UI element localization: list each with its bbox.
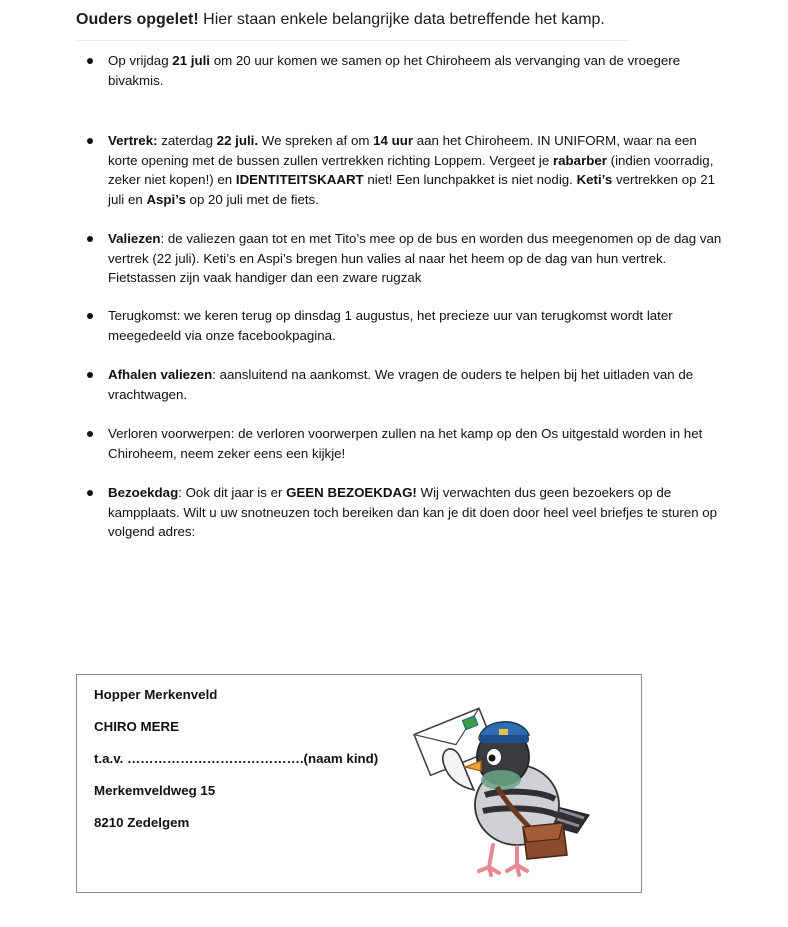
bold-text: Valiezen [108,231,161,246]
text-fragment: vertrekken op 21 juli en [108,172,716,207]
bold-text: GEEN BEZOEKDAG! [286,485,417,500]
heading-divider [76,40,630,41]
bold-text: rabarber [552,152,607,168]
text-fragment: (indien voorradig, zeker niet kopen!) en [108,152,714,187]
bold-text: Afhalen valiezen [108,367,213,382]
text-fragment: zaterdag [157,133,217,148]
text-fragment: niet! Een lunchpakket is niet nodig. [363,172,577,187]
bold-text: 22 juli. [216,133,259,148]
text-fragment: Terugkomst: we keren terug op dinsdag 1 augustus, het precieze uur van terugkomst wordt later meegedeeld via onze facebookpagina. [108,308,673,343]
text-fragment: Verloren voorwerpen: de verloren voorwerpen zullen na het kamp op den Os uitgestald worden in het Chiroheem, neem zeker eens een kijkje! [108,426,703,461]
text-fragment: aan het Chiroheem. IN UNIFORM, waar na een korte opening met de bussen zullen vertrekken richting Loppem. Vergeet je [108,133,697,168]
address-attention: t.a.v. ………………………………….(naam kind) [94,751,379,766]
address-organisation: CHIRO MERE [94,719,179,734]
bold-text: 14 uur [373,133,414,148]
bold-text: Keti’s [576,172,613,187]
bullet-vertrek [108,131,723,209]
bullet-bivakmis [108,51,723,90]
heading-bold: Ouders opgelet! [76,11,199,28]
bullet-valiezen [108,229,723,288]
postman-pigeon-illustration [399,695,609,885]
bold-text: 21 juli [172,53,210,68]
bullet-afhalen-valiezen [108,365,723,404]
bold-text: IDENTITEITSKAART [235,172,364,187]
text-fragment: om 20 uur komen we samen op het Chiroheem als vervanging van de vroegere bivakmis. [108,53,681,88]
heading-text: Hier staan enkele belangrijke data betreffende het kamp. [198,11,605,28]
address-name: Hopper Merkenveld [94,687,218,702]
text-fragment: We spreken af om [258,133,374,148]
text-fragment: : aansluitend na aankomst. We vragen de ouders te helpen bij het uitladen van de vrachtwagen. [108,367,694,402]
bullet-bezoekdag [108,483,723,542]
address-box [76,674,642,893]
page-heading [76,9,716,31]
bold-text: Aspi’s [146,191,186,207]
address-street: Merkemveldweg 15 [94,783,216,798]
address-city: 8210 Zedelgem [94,815,190,830]
text-fragment: : Ook dit jaar is er [178,485,287,500]
text-fragment: Op vrijdag [108,53,173,68]
mailbag-icon [523,823,567,859]
text-fragment: Wij verwachten dus geen bezoekers op de kampplaats. Wilt u uw snotneuzen toch bereiken dan kan je dit doen door heel veel briefjes te sturen op volgend adres: [108,485,718,539]
text-fragment: : de valiezen gaan tot en met Tito’s mee op de bus en worden dus meegenomen op de dag van vertrek (22 juli). Keti’s en Aspi’s bregen hun valies al naar het heem op de dag van hun vertrek. Fietstassen zijn vaak handiger dan een zware rugzak [108,231,722,285]
bullet-terugkomst [108,306,723,345]
bold-text: Vertrek: [108,133,158,148]
bold-text: Bezoekdag [108,485,179,500]
text-fragment: op 20 juli met de fiets. [185,191,319,207]
bullet-verloren-voorwerpen [108,424,723,463]
